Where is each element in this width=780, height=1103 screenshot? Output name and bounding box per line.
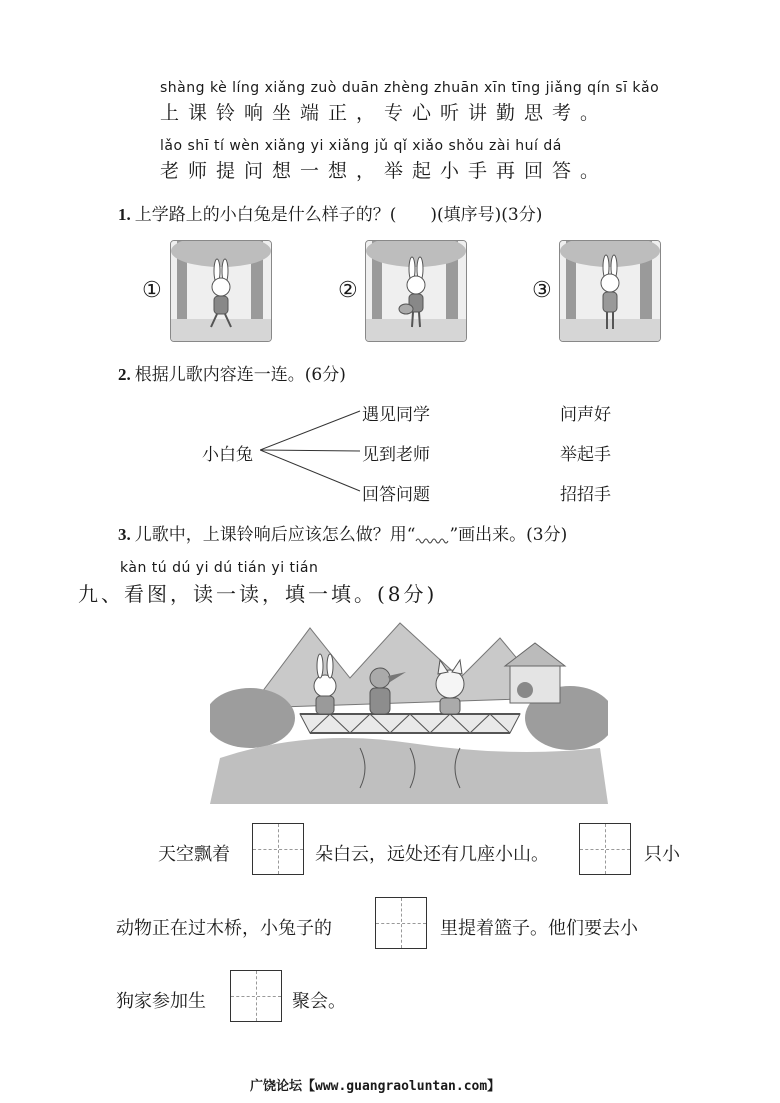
- wavy-underline-icon: [415, 536, 449, 546]
- fill-box-4[interactable]: [230, 970, 282, 1022]
- match-right-1[interactable]: 问声好: [560, 405, 611, 425]
- match-right-3[interactable]: 招招手: [560, 485, 611, 505]
- rabbit-picture-2[interactable]: [365, 240, 467, 342]
- fill-line2-part1: 动物正在过木桥，小兔子的: [116, 918, 332, 939]
- rabbit-illustration-1: [171, 241, 271, 341]
- question-1-text: 上学路上的小白兔是什么样子的？( )(填序号)(3分): [134, 205, 543, 225]
- fill-line1-part1: 天空飘着: [158, 844, 230, 865]
- match-middle-3[interactable]: 回答问题: [362, 485, 430, 505]
- rabbit-picture-1[interactable]: [170, 240, 272, 342]
- option-3-label: ③: [532, 278, 552, 303]
- match-middle-2[interactable]: 见到老师: [362, 445, 430, 465]
- match-middle-1[interactable]: 遇见同学: [362, 405, 430, 425]
- match-right-2[interactable]: 举起手: [560, 445, 611, 465]
- poem-line2-text: 老师提问想一想，举起小手再回答。: [160, 160, 609, 182]
- question-3: [118, 520, 567, 546]
- rabbit-illustration-2: [366, 241, 466, 341]
- fill-box-2[interactable]: [579, 823, 631, 875]
- question-1: [118, 200, 542, 225]
- matching-lines: [260, 400, 370, 500]
- rabbit-picture-3[interactable]: [559, 240, 661, 342]
- rabbit-illustration-3: [560, 241, 660, 341]
- match-left-rabbit: 小白兔: [202, 445, 253, 465]
- question-3-text-before: 儿歌中，上课铃响后应该怎么做？用“: [134, 525, 416, 545]
- fill-line1-part3: 只小: [644, 844, 680, 865]
- section-9-title: 九、看图，读一读，填一填。(8分): [78, 582, 438, 606]
- scene-svg: [210, 618, 608, 804]
- poem-line1-text: 上课铃响坐端正，专心听讲勤思考。: [160, 102, 609, 124]
- fill-box-1[interactable]: [252, 823, 304, 875]
- fill-line3-part2: 聚会。: [292, 991, 346, 1012]
- question-1-number: 1.: [118, 205, 131, 224]
- option-1-label: ①: [142, 278, 162, 303]
- question-3-number: 3.: [118, 525, 131, 544]
- section-9-pinyin: kàn tú dú yi dú tián yi tián: [120, 560, 319, 576]
- fill-line3-part1: 狗家参加生: [116, 991, 206, 1012]
- poem-line1-pinyin: shàng kè líng xiǎng zuò duān zhèng zhuān xīn tīng jiǎng qín sī kǎo: [160, 80, 660, 96]
- poem-line2-pinyin: lǎo shī tí wèn xiǎng yi xiǎng jǔ qǐ xiǎo shǒu zài huí dá: [160, 138, 562, 154]
- question-2-text: 根据儿歌内容连一连。(6分): [134, 365, 346, 385]
- option-2-label: ②: [338, 278, 358, 303]
- fill-box-3[interactable]: [375, 897, 427, 949]
- animals-crossing-bridge-illustration: [210, 618, 608, 804]
- question-2-number: 2.: [118, 365, 131, 384]
- question-2: [118, 360, 346, 385]
- fill-line1-part2: 朵白云，远处还有几座小山。: [315, 844, 549, 865]
- question-3-text-after: ”画出来。(3分): [449, 525, 568, 545]
- footer-watermark: 广饶论坛【www.guangraoluntan.com】: [250, 1079, 501, 1094]
- fill-line2-part2: 里提着篮子。他们要去小: [440, 918, 638, 939]
